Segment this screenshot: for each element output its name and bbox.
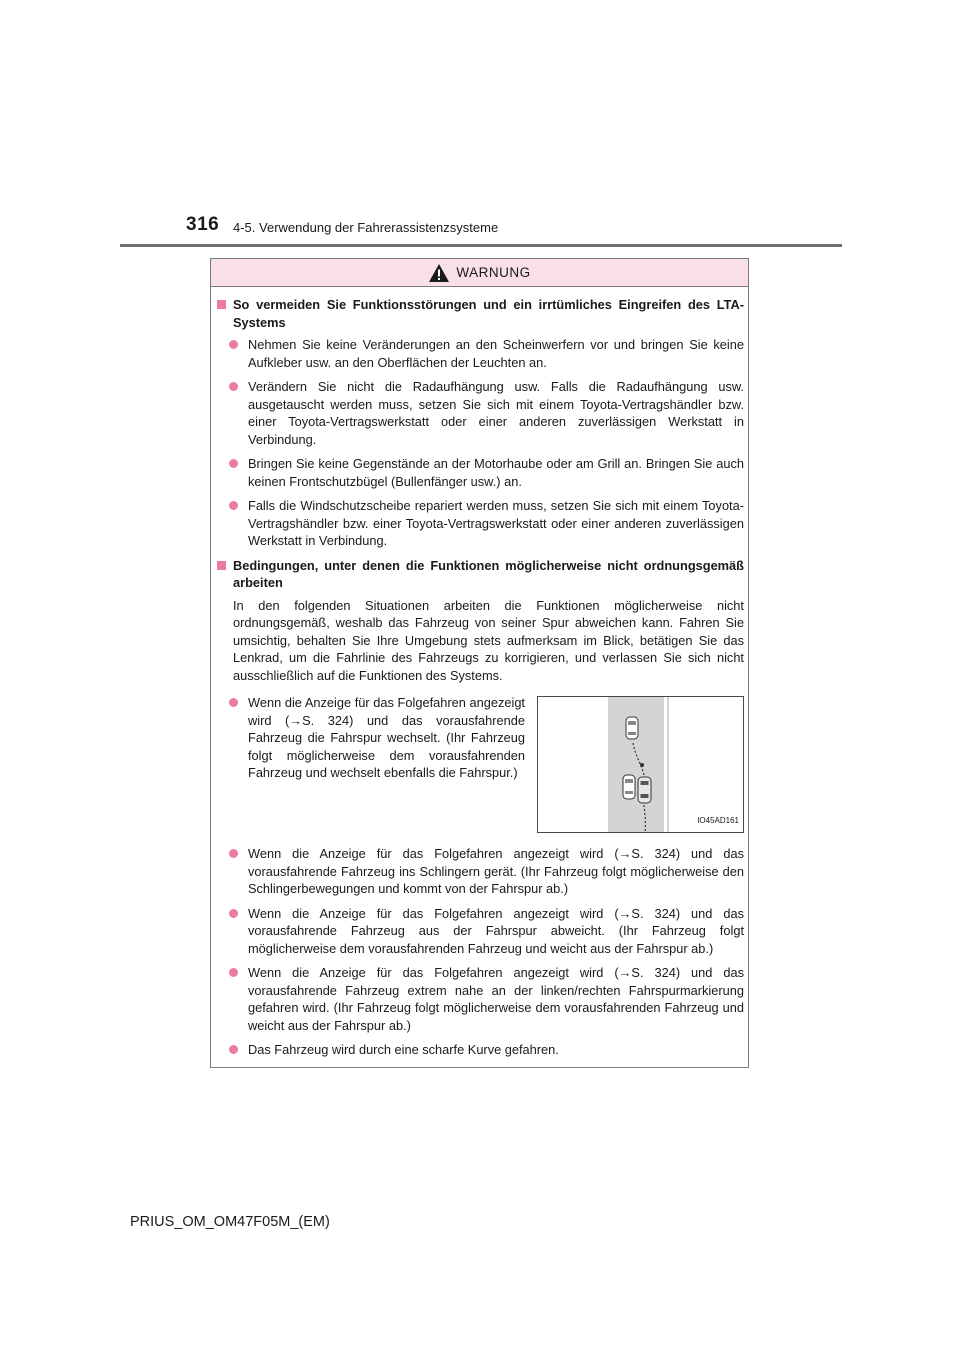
warning-triangle-icon [428, 263, 450, 283]
list-item-text: Nehmen Sie keine Veränderungen an den Scheinwerfern vor und bringen Sie keine Aufkleber usw. an den Oberflächen der Leuchten an. [248, 337, 744, 370]
section-heading-malfunctions [217, 296, 744, 331]
list-item-text: Bringen Sie keine Gegenstände an der Motorhaube oder am Grill an. Bringen Sie auch keinen Frontschutzbügel (Bullenfänger usw.) an. [248, 456, 744, 489]
round-bullet-icon [229, 459, 238, 468]
section-title: 4-5. Verwendung der Fahrerassistenzsysteme [233, 220, 499, 235]
round-bullet-icon [229, 968, 238, 977]
list-item [223, 905, 744, 958]
warning-content [217, 296, 744, 1066]
round-bullet-icon [229, 501, 238, 510]
figure-code: IO45AD161 [697, 815, 739, 825]
list-item [223, 694, 525, 782]
round-bullet-icon [229, 382, 238, 391]
list-item [223, 336, 744, 371]
list-item [223, 378, 744, 448]
page-header [186, 214, 806, 238]
warning-title: WARNUNG [456, 265, 531, 280]
list-item-text: Verändern Sie nicht die Radaufhängung usw. Falls die Radaufhängung usw. ausgetauscht werden muss, setzen Sie sich mit einem Toyota-Vertragshändler bzw. einer Toyota-Vertragswerkstatt oder einer anderen zuverlässigen Werkstatt in Verbindung. [248, 379, 744, 447]
section-heading-conditions [217, 557, 744, 592]
document-code: PRIUS_OM_OM47F05M_(EM) [130, 1214, 330, 1230]
round-bullet-icon [229, 1045, 238, 1054]
car-ahead-icon [626, 717, 638, 739]
page-number: 316 [186, 214, 220, 235]
round-bullet-icon [229, 909, 238, 918]
lane-change-illustration [537, 696, 744, 833]
own-car-icon [638, 777, 651, 803]
intro-paragraph: In den folgenden Situationen arbeiten die Funktionen möglicherweise nicht ordnungsgemäß, weshalb das Fahrzeug von seiner Spur abweichen kann. Fahren Sie umsichtig, behalten Sie Ihre Umgebung stets aufmerksam im Blick, betätigen Sie das Lenkrad, um die Fahrlinie des Fahrzeugs zu korrigieren, und verlassen Sie sich nicht ausschließlich auf die Funktionen des Systems. [233, 597, 744, 683]
warning-box [210, 258, 749, 1068]
heading-text: Bedingungen, unter denen die Funktionen möglicherweise nicht ordnungsgemäß arbeiten [233, 557, 744, 590]
list-item-text: Wenn die Anzeige für das Folgefahren angezeigt wird (→S. 324) und das vorausfahrende Fahrzeug extrem nahe an der linken/rechten Fahrspurmarkierung gefahren wird. (Ihr Fahrzeug folgt möglicherweise dem vorausfahrenden Fahrzeug und weicht aus der Fahrspur ab.) [248, 965, 744, 1033]
heading-text: So vermeiden Sie Funktionsstörungen und ein irrtümliches Eingreifen des LTA-Systems [233, 297, 744, 330]
list-item-text: Wenn die Anzeige für das Folgefahren angezeigt wird (→S. 324) und das vorausfahrende Fahrzeug die Fahrspur wechselt. (Ihr Fahrzeug folgt möglicherweise dem vorausfahrenden Fahrzeug und wechselt ebenfalls die Fahrspur.) [248, 695, 525, 780]
round-bullet-icon [229, 849, 238, 858]
round-bullet-icon [229, 698, 238, 707]
list-item [223, 964, 744, 1034]
figure-row [217, 694, 744, 833]
list-item-text: Das Fahrzeug wird durch eine scharfe Kurve gefahren. [248, 1042, 559, 1057]
list-item [223, 845, 744, 898]
round-bullet-icon [229, 340, 238, 349]
list-item-text: Falls die Windschutzscheibe repariert werden muss, setzen Sie sich mit einem Toyota-Vertragshändler bzw. einer Toyota-Vertragswerkstatt oder einer anderen zuverlässigen Werkstatt in Verbindung. [248, 498, 744, 548]
header-rule [120, 244, 842, 247]
list-item [223, 497, 744, 550]
list-item-text: Wenn die Anzeige für das Folgefahren angezeigt wird (→S. 324) und das vorausfahrende Fahrzeug aus der Fahrspur abweicht. (Ihr Fahrzeug folgt möglicherweise dem vorausfahrenden Fahrzeug und weicht aus der Fahrspur ab.) [248, 905, 744, 956]
list-item [223, 455, 744, 490]
square-bullet-icon [217, 300, 226, 309]
car-left-lane-icon [623, 775, 635, 799]
list-item [223, 1041, 744, 1059]
square-bullet-icon [217, 561, 226, 570]
list-item-text: Wenn die Anzeige für das Folgefahren angezeigt wird (→S. 324) und das vorausfahrende Fahrzeug ins Schlingern gerät. (Ihr Fahrzeug folgt möglicherweise den Schlingerbewegungen und kommt von der Fahrspur ab.) [248, 846, 744, 896]
warning-header [211, 259, 748, 287]
